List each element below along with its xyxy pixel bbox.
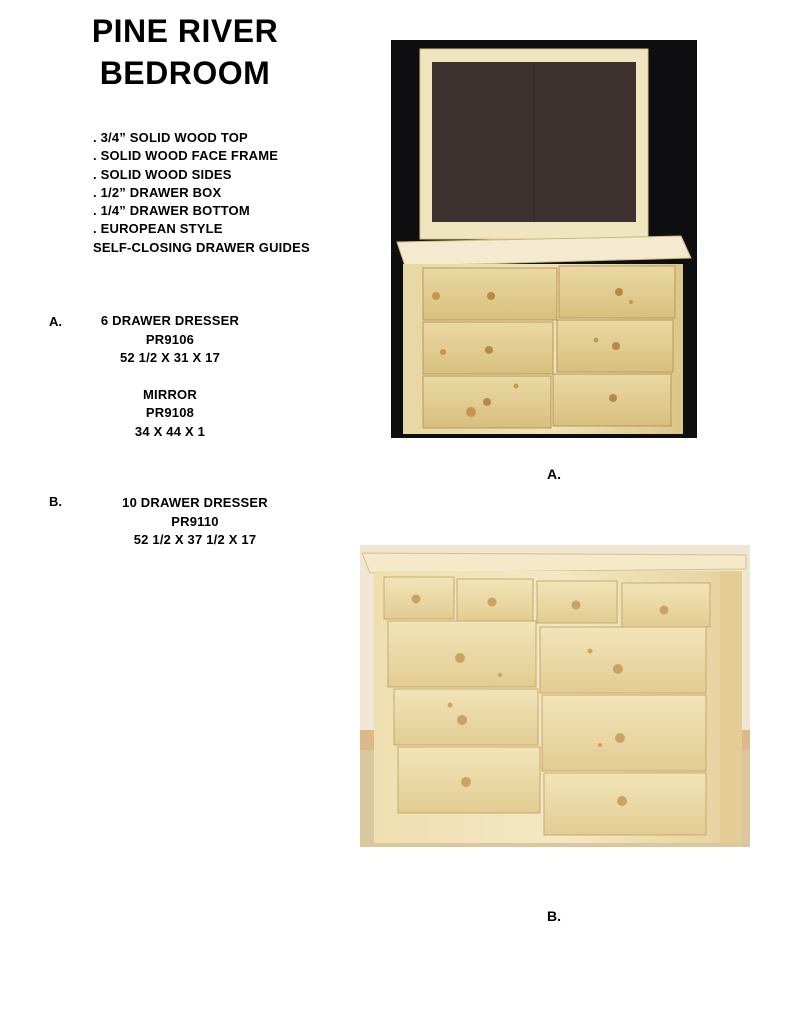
feature-item: . 1/2” DRAWER BOX	[93, 184, 222, 200]
feature-item: . SOLID WOOD SIDES	[93, 166, 232, 182]
mirror-name: MIRROR	[143, 386, 197, 402]
product-b-name: 10 DRAWER DRESSER	[122, 495, 268, 510]
feature-item: . 3/4” SOLID WOOD TOP	[93, 130, 248, 145]
feature-item: . 1/4” DRAWER BOTTOM	[93, 203, 250, 219]
title-line-2: BEDROOM	[99, 55, 271, 91]
feature-list	[93, 129, 310, 257]
photo-b-illustration	[360, 545, 750, 847]
mirror-code: PR9108	[145, 405, 195, 420]
photo-a-illustration	[391, 40, 697, 438]
feature-item: . SOLID WOOD FACE FRAME	[93, 148, 279, 164]
product-b-letter: B.	[49, 494, 62, 509]
product-a-code: PR9106	[145, 331, 195, 347]
title-line-1: PINE RIVER	[91, 13, 279, 49]
photo-b-caption: B.	[547, 908, 561, 924]
product-b-code: PR9110	[171, 513, 219, 529]
mirror-dimensions: 34 X 44 X 1	[134, 423, 206, 439]
product-a-letter: A.	[49, 314, 62, 329]
photo-a-caption: A.	[547, 466, 561, 482]
product-a-name: 6 DRAWER DRESSER	[100, 313, 240, 328]
feature-item: . EUROPEAN STYLE	[93, 221, 223, 237]
photo-a-six-drawer-dresser-with-mirror	[391, 40, 697, 438]
product-b-dimensions: 52 1/2 X 37 1/2 X 17	[133, 532, 257, 547]
product-a-dimensions: 52 1/2 X 31 X 17	[119, 350, 221, 365]
photo-b-ten-drawer-dresser	[360, 545, 750, 847]
product-b-spec	[75, 494, 315, 550]
feature-item: SELF-CLOSING DRAWER GUIDES	[93, 239, 310, 255]
page-title	[60, 10, 310, 94]
product-a-spec	[50, 312, 290, 441]
